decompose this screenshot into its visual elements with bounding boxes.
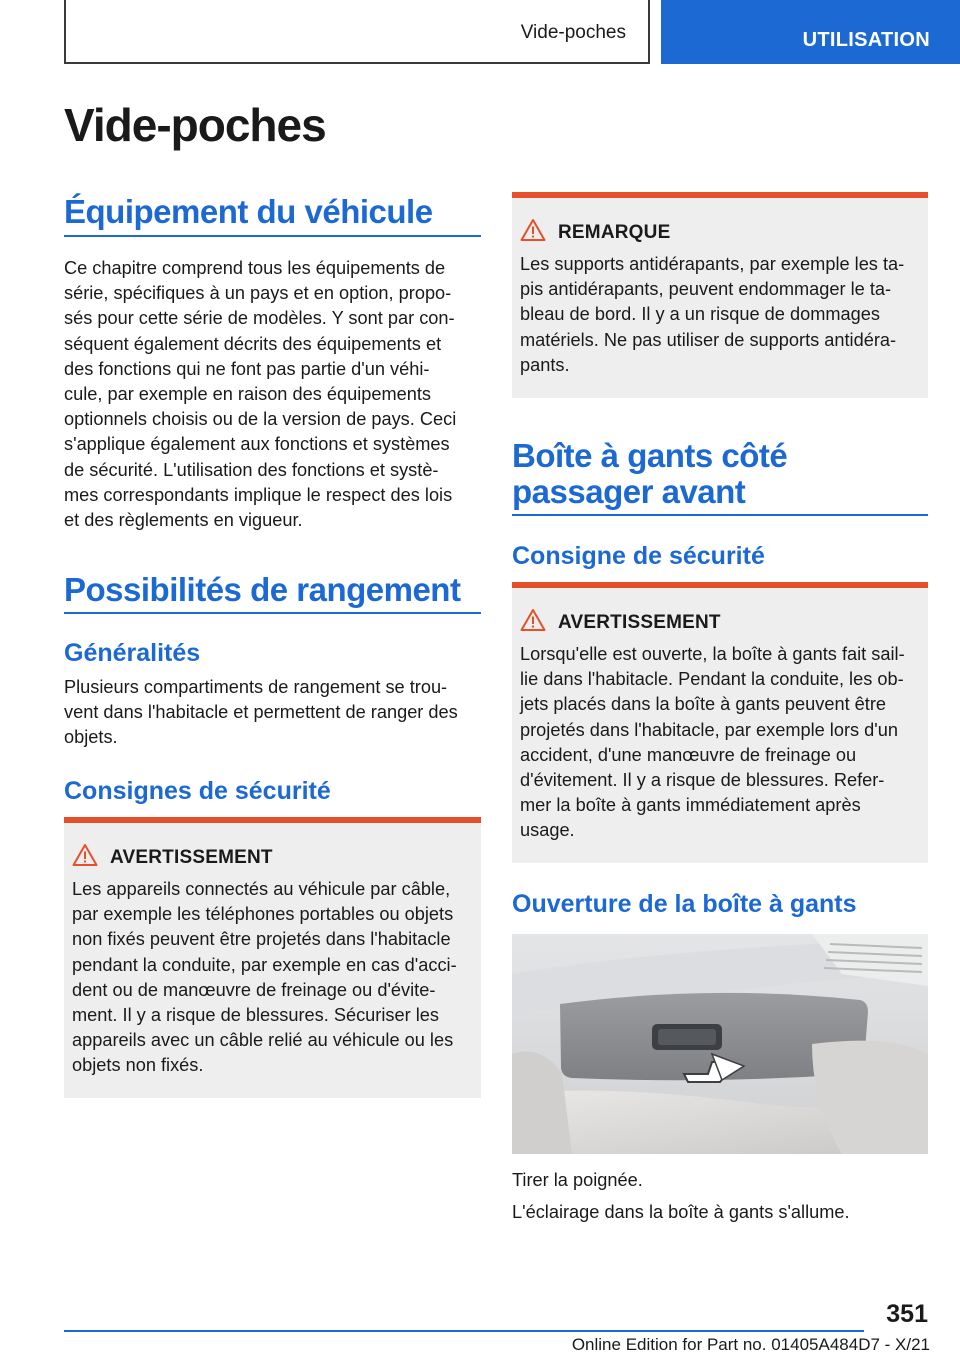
text-line: Plusieurs compartiments de rangement se trou-	[64, 677, 448, 697]
warning-title: AVERTISSEMENT	[558, 612, 721, 633]
warning-triangle-icon	[520, 608, 546, 632]
text-line: matériels. Ne pas utiliser de supports antidéra-	[520, 329, 897, 350]
storage-heading-rule	[64, 612, 481, 614]
text-line: Les appareils connectés au véhicule par câble,	[72, 879, 451, 899]
equipment-paragraph	[64, 256, 481, 533]
text-line: série, spécifiques à un pays et en option, propo-	[64, 283, 452, 304]
text-line: pis antidérapants, peuvent endommager le ta-	[520, 279, 892, 300]
warning-title: AVERTISSEMENT	[110, 847, 273, 868]
header-section-tab	[64, 0, 650, 64]
page-number: 351	[886, 1300, 928, 1328]
note-box	[512, 192, 928, 398]
equipment-heading: Équipement du véhicule	[64, 193, 433, 230]
text-line: Ce chapitre comprend tous les équipements de	[64, 258, 446, 278]
text-line: séquent également décrits des équipements et	[64, 333, 442, 354]
text-line: accident, d'une manœuvre de freinage ou	[520, 744, 857, 765]
text-line: d'évitement. Il y a risque de blessures. Refer-	[520, 770, 885, 791]
warning-triangle-icon	[72, 843, 98, 867]
text-line: par exemple les téléphones portables ou objets	[72, 904, 454, 925]
glovebox-heading	[512, 438, 928, 510]
header-chapter-title: UTILISATION	[802, 29, 930, 51]
warning-text	[72, 877, 457, 1079]
storage-heading: Possibilités de rangement	[64, 571, 461, 608]
header-section-title: Vide-poches	[520, 22, 626, 43]
text-line: Lorsqu'elle est ouverte, la boîte à gants fait sail-	[520, 644, 905, 664]
text-line: lie dans l'habitacle. Pendant la conduite, les ob-	[520, 669, 904, 690]
text-line: pendant la conduite, par exemple en cas d'acci-	[72, 954, 457, 975]
text-line: cule, par exemple en raison des équipements	[64, 384, 432, 405]
text-line: jets placés dans la boîte à gants peuvent être	[520, 694, 887, 715]
warning-box	[64, 817, 481, 1098]
text-line: ment. Il y a risque de blessures. Sécuriser les	[72, 1005, 439, 1026]
safety-heading: Consigne de sécurité	[512, 542, 765, 570]
text-line: mes correspondants implique le respect des lois	[64, 484, 453, 505]
text-line: optionnels choisis ou de la version de pays. Ceci	[64, 409, 457, 430]
warning-triangle-icon	[520, 218, 546, 242]
glovebox-photo	[512, 934, 928, 1154]
note-text	[520, 252, 904, 378]
equipment-heading-rule	[64, 235, 481, 237]
glovebox-heading-rule	[512, 514, 928, 516]
text-line: Les supports antidérapants, par exemple les ta-	[520, 254, 905, 274]
footer-edition: Online Edition for Part no. 01405A484D7 - X/21	[571, 1335, 930, 1354]
text-line: usage.	[520, 820, 575, 841]
general-paragraph	[64, 675, 481, 751]
text-line: de sécurité. L'utilisation des fonctions et systè-	[64, 459, 439, 480]
general-heading: Généralités	[64, 639, 201, 667]
step-1-text: Tirer la poignée.	[512, 1170, 643, 1190]
text-line: projetés dans l'habitacle, par exemple lors d'un	[520, 719, 898, 740]
heading-line: Boîte à gants côté	[512, 437, 788, 474]
text-line: dent ou de manœuvre de freinage ou d'évite-	[72, 979, 436, 1000]
text-line: non fixés peuvent être projetés dans l'habitacle	[72, 929, 451, 950]
warning-text	[520, 642, 905, 844]
text-line: pants.	[520, 354, 570, 375]
footer-rule	[64, 1330, 864, 1332]
text-line: des fonctions qui ne font pas partie d'un véhi-	[64, 358, 430, 379]
text-line: vent dans l'habitacle et permettent de ranger des	[64, 702, 458, 723]
text-line: s'applique également aux fonctions et systèmes	[64, 434, 450, 455]
heading-line: passager avant	[512, 473, 746, 510]
note-title: REMARQUE	[558, 222, 671, 243]
step-2-text: L'éclairage dans la boîte à gants s'allume.	[512, 1202, 850, 1222]
text-line: objets non fixés.	[72, 1055, 204, 1076]
text-line: sés pour cette série de modèles. Y sont par con-	[64, 308, 455, 329]
glovebox-illustration	[512, 934, 928, 1154]
warning-box	[512, 582, 928, 863]
page-title: Vide-poches	[64, 99, 326, 151]
text-line: et des règlements en vigueur.	[64, 510, 303, 531]
text-line: mer la boîte à gants immédiatement après	[520, 795, 861, 816]
opening-heading: Ouverture de la boîte à gants	[512, 890, 857, 918]
text-line: bleau de bord. Il y a un risque de dommages	[520, 304, 880, 325]
text-line: appareils avec un câble relié au véhicule ou les	[72, 1030, 454, 1051]
text-line: objets.	[64, 727, 118, 748]
safety-heading: Consignes de sécurité	[64, 777, 331, 805]
header-chapter-tab	[661, 0, 960, 64]
